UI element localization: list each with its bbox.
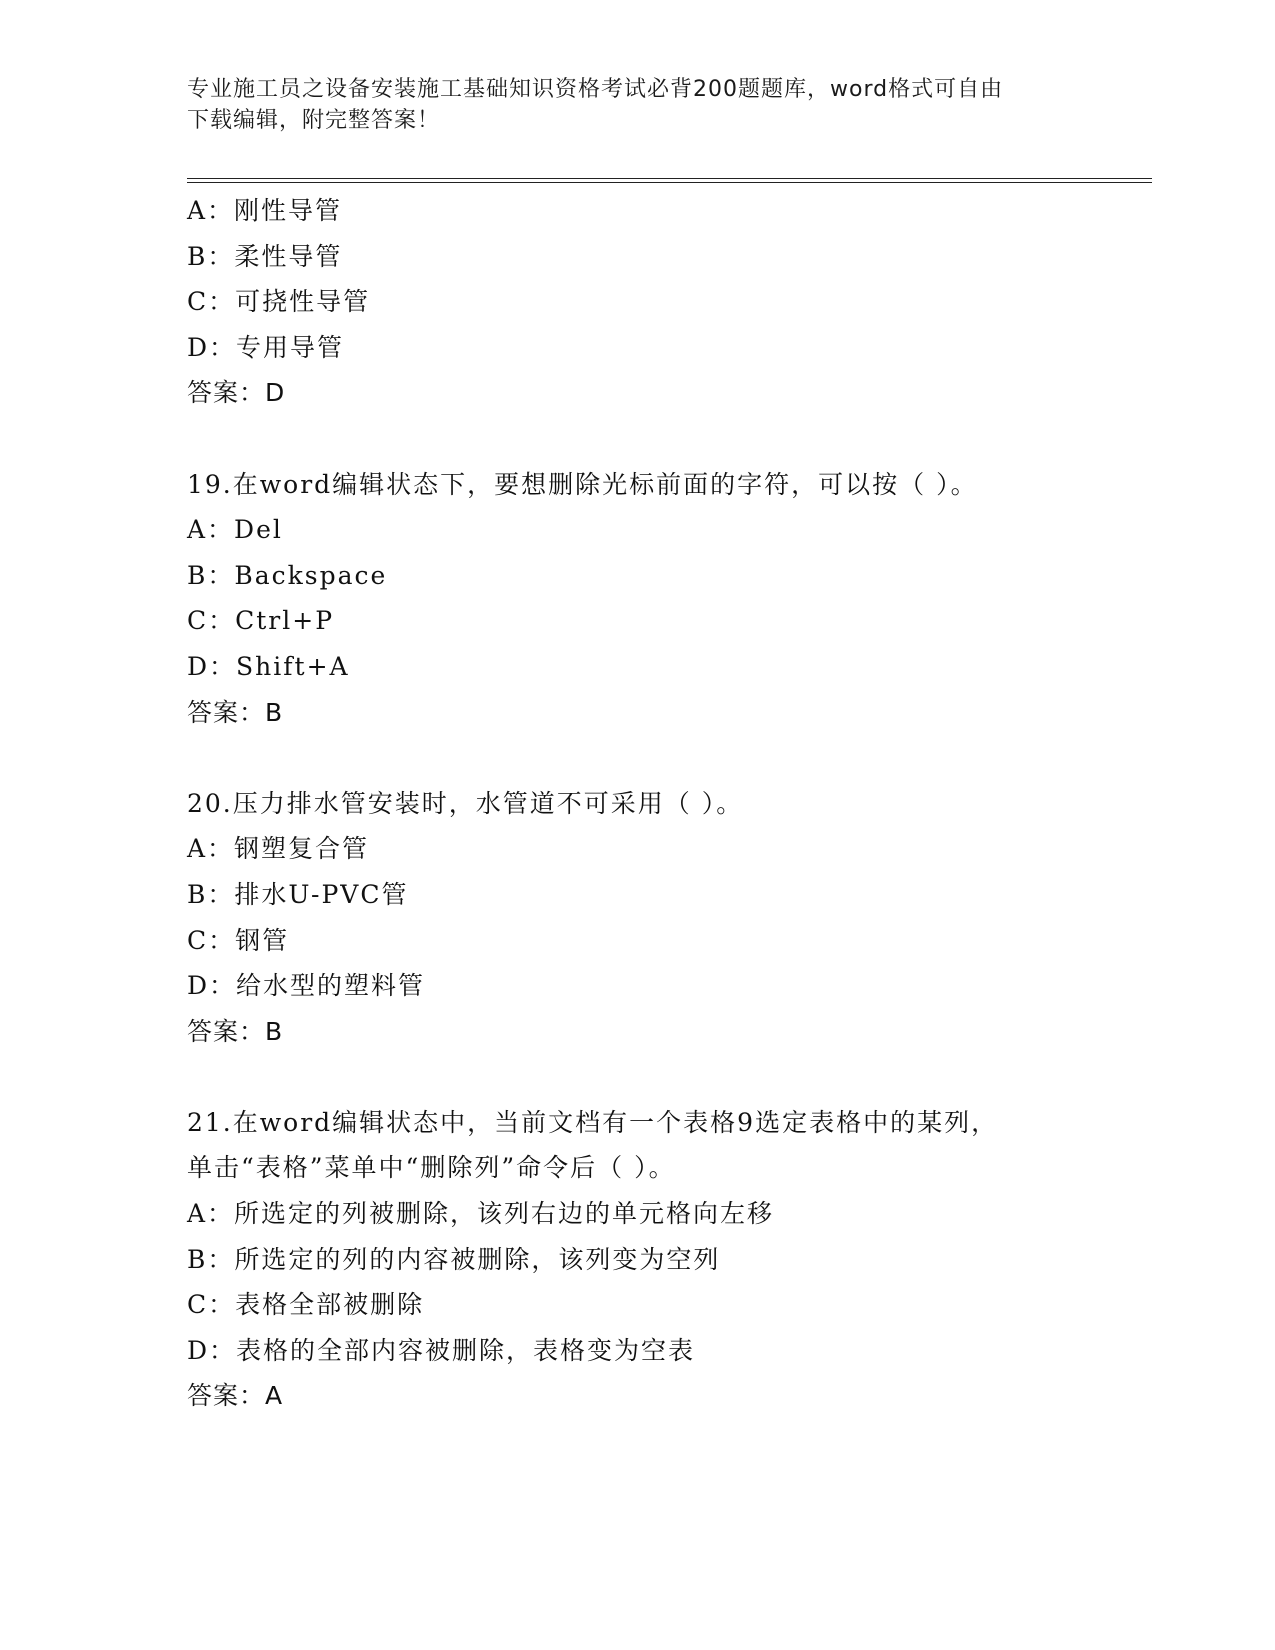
question-stem: 19.在word编辑状态下，要想删除光标前面的字符，可以按（ ）。 (187, 469, 978, 499)
question-19 (187, 462, 1147, 736)
spacer (187, 416, 1147, 462)
question-stem-line-2: 单击“表格”菜单中“删除列”命令后（ ）。 (187, 1153, 676, 1183)
header-divider (187, 178, 1152, 183)
question-list (187, 188, 1147, 1419)
option-d: D：给水型的塑料管 (187, 971, 426, 1001)
option-b: B：所选定的列的内容被删除，该列变为空列 (187, 1244, 721, 1274)
answer: 答案：A (187, 1381, 284, 1411)
option-d: D：专用导管 (187, 332, 345, 362)
question-stem-line-1: 21.在word编辑状态中，当前文档有一个表格9选定表格中的某列， (187, 1107, 999, 1137)
option-c: C：可挠性导管 (187, 287, 371, 317)
header-line-2: 下载编辑，附完整答案！ (187, 108, 441, 133)
option-a: A：刚性导管 (187, 196, 343, 225)
question-18 (187, 188, 1147, 416)
option-b: B：排水U-PVC管 (187, 879, 409, 909)
option-d: D：表格的全部内容被删除，表格变为空表 (187, 1335, 696, 1365)
option-c: C：表格全部被删除 (187, 1290, 425, 1320)
answer: 答案：B (187, 1016, 284, 1046)
question-stem: 20.压力排水管安装时，水管道不可采用（ ）。 (187, 788, 744, 818)
option-b: B：Backspace (187, 560, 388, 590)
spacer (187, 735, 1147, 781)
answer: 答案：B (187, 697, 284, 727)
option-d: D：Shift+A (187, 651, 350, 681)
question-20 (187, 781, 1147, 1055)
option-a: A：Del (187, 515, 283, 545)
option-c: C：钢管 (187, 925, 290, 955)
document-header (187, 74, 1087, 136)
option-c: C：Ctrl+P (187, 606, 335, 636)
spacer (187, 1054, 1147, 1100)
option-a: A：钢塑复合管 (187, 834, 370, 864)
header-line-1: 专业施工员之设备安装施工基础知识资格考试必背200题题库，word格式可自由 (187, 77, 1004, 102)
question-21 (187, 1100, 1147, 1419)
option-a: A：所选定的列被删除，该列右边的单元格向左移 (187, 1199, 775, 1229)
answer: 答案：D (187, 378, 286, 408)
option-b: B：柔性导管 (187, 241, 343, 271)
